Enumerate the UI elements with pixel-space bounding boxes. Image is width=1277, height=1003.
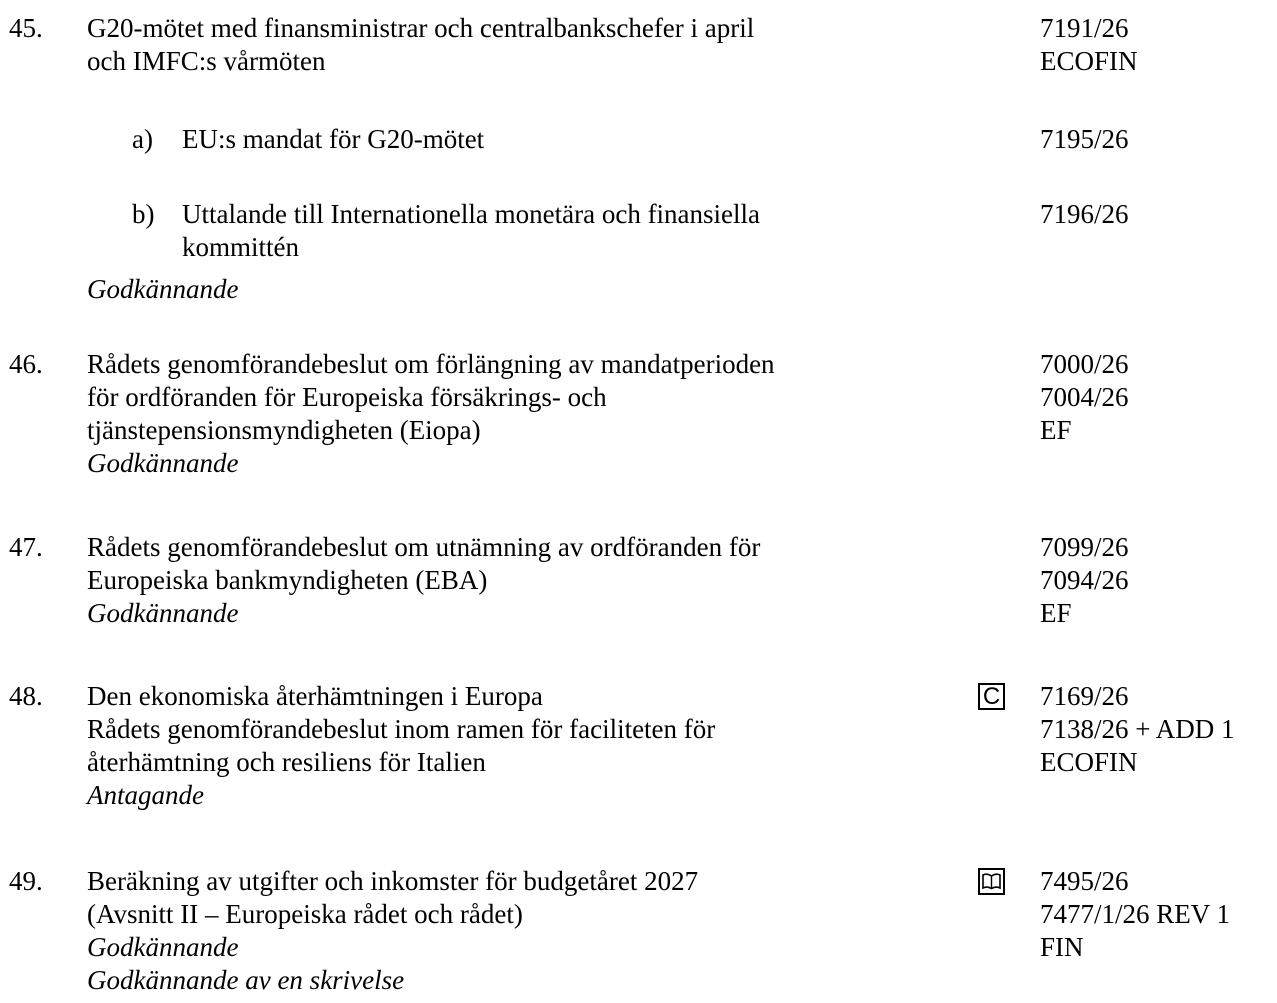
item-title: [87, 865, 947, 997]
title-line: och IMFC:s vårmöten: [87, 46, 326, 76]
title-line: återhämtning och resiliens för Italien: [87, 747, 486, 777]
decision-note: Godkännande: [87, 448, 239, 478]
subitem-letter: b): [132, 199, 155, 229]
doc-ref: 7094/26: [1040, 565, 1129, 595]
item-number: 47.: [9, 532, 43, 562]
doc-ref: 7195/26: [1040, 124, 1129, 154]
doc-ref: 7191/26: [1040, 13, 1129, 43]
doc-ref: 7138/26 + ADD 1: [1040, 714, 1235, 744]
item-number: 46.: [9, 349, 43, 379]
subitem-title: [182, 198, 760, 264]
c-box-icon: C: [978, 683, 1005, 710]
title-line: kommittén: [182, 232, 299, 262]
doc-ref: ECOFIN: [1040, 46, 1138, 76]
title-line: Rådets genomförandebeslut om utnämning av ordföranden för: [87, 532, 761, 562]
title-line: Den ekonomiska återhämtningen i Europa: [87, 681, 543, 711]
title-line: tjänstepensionsmyndigheten (Eiopa): [87, 415, 481, 445]
doc-ref: EF: [1040, 415, 1072, 445]
document-refs: [1040, 531, 1129, 630]
item-number: 49.: [9, 866, 43, 896]
title-line: (Avsnitt II – Europeiska rådet och rådet): [87, 899, 523, 929]
item-title: [87, 348, 947, 480]
title-line: Rådets genomförandebeslut om förlängning av mandatperioden: [87, 349, 775, 379]
document-refs: [1040, 865, 1230, 964]
item-title: [87, 12, 947, 78]
doc-ref: FIN: [1040, 932, 1084, 962]
doc-ref: 7099/26: [1040, 532, 1129, 562]
doc-ref: 7004/26: [1040, 382, 1129, 412]
doc-ref: 7000/26: [1040, 349, 1129, 379]
item-title: [87, 680, 947, 812]
decision-note: Godkännande av en skrivelse: [87, 965, 405, 995]
title-line: Uttalande till Internationella monetära och finansiella: [182, 199, 761, 229]
open-book-icon: [978, 868, 1005, 895]
doc-ref: EF: [1040, 598, 1072, 628]
item-title: [87, 531, 947, 630]
document-refs: [1040, 12, 1138, 78]
title-line: G20-mötet med finansministrar och centralbankschefer i april: [87, 13, 755, 43]
document-refs: [1040, 680, 1234, 779]
title-line: Rådets genomförandebeslut inom ramen för faciliteten för: [87, 714, 716, 744]
doc-ref: 7477/1/26 REV 1: [1040, 899, 1231, 929]
subitem-title: EU:s mandat för G20-mötet: [182, 124, 485, 154]
title-line: Beräkning av utgifter och inkomster för budgetåret 2027: [87, 866, 699, 896]
item-number: 48.: [9, 681, 43, 711]
decision-note: Godkännande: [87, 932, 239, 962]
doc-ref: 7495/26: [1040, 866, 1129, 896]
subitem-letter: a): [132, 124, 153, 154]
doc-ref: ECOFIN: [1040, 747, 1138, 777]
document-refs: [1040, 348, 1129, 447]
decision-note: Godkännande: [87, 274, 239, 304]
title-line: för ordföranden för Europeiska försäkrings- och: [87, 382, 607, 412]
item-number: 45.: [9, 13, 43, 43]
doc-ref: 7169/26: [1040, 681, 1129, 711]
title-line: Europeiska bankmyndigheten (EBA): [87, 565, 488, 595]
doc-ref: 7196/26: [1040, 199, 1129, 229]
decision-note: Godkännande: [87, 598, 239, 628]
decision-note: Antagande: [87, 780, 204, 810]
